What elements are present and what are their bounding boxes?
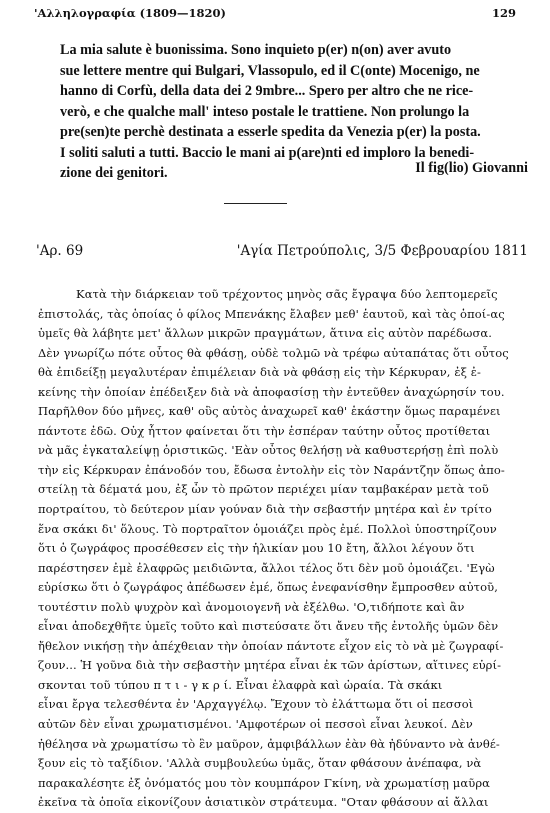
section-divider [224, 203, 287, 204]
text-line: νὰ μᾶς ἐγκαταλείψῃ ὁριστικῶς. 'Εὰν οὗτος θελήσῃ νὰ καθυστερήσῃ ἐπὶ πολὺ [38, 443, 499, 458]
text-line: θὰ ἐπιδείξῃ μεγαλυτέραν ἐπιμέλειαν διὰ νὰ φθάσῃ εἰς τὴν Κέρκυραν, ἐξ ἐ- [38, 365, 482, 380]
letter-dateline: 'Αγία Πετρούπολις, 3/5 Φεβρουαρίου 1811 [236, 243, 528, 259]
text-line: παρακαλέσητε ἐξ ὀνόματός μου τὸν κουμπάρον Γκίνη, νὰ χρωματίσῃ μαῦρα [38, 775, 491, 790]
text-line: Δὲν γνωρίζω πότε οὗτος θὰ φθάσῃ, οὐδὲ τολμῶ νὰ τρέφω αὐταπάτας ὅτι οὗτος [38, 345, 509, 360]
text-line: κείνης τὴν ὁποίαν ἐπέδειξεν διὰ νὰ ἀποφασίσῃ τὴν ἐντεῦθεν ἀναχώρησίν του. [38, 384, 505, 399]
text-line: ἕνα σκάκι δι' ὅλους. Τὸ πορτραῖτον ὁμοιάζει πρὸς ἐμέ. Πολλοὶ ὑποστηρίζουν [38, 521, 497, 536]
text-line: τουτέστιν πολὺ ψυχρὸν καὶ ἀνομοιογενῆ νὰ ἐξέλθω. 'Ο,τιδήποτε καὶ ἂν [38, 599, 465, 614]
text-line: εὑρίσκω ὅτι ὁ ζωγράφος ἀπέδωσεν ἐμέ, ὅπως ἐνεφανίσθην ἔμπροσθεν αὐτοῦ, [38, 580, 499, 595]
text-line: Κατὰ τὴν διάρκειαν τοῦ τρέχοντος μηνὸς σᾶς ἔγραψα δύο λεπτομερεῖς [76, 287, 498, 301]
text-line: zione dei genitori. [60, 165, 168, 181]
text-line: στείλῃ τὰ δέματά μου, ἐξ ὧν τὸ πρῶτον περιέχει μίαν ταμβακέραν μετὰ τοῦ [38, 482, 489, 497]
text-line: ζουν... Ἡ γοῦνα διὰ τὴν σεβαστὴν μητέρα εἶναι ἐκ τῶν ἀρίστων, αἵτινες εὑρί- [38, 658, 502, 673]
text-line: sue lettere mentre qui Bulgari, Vlassopulo, ed il C(onte) Mocenigo, ne [60, 62, 480, 79]
text-line: πορτραίτου, τὸ δεύτερον μίαν γούναν διὰ τὴν σεβαστήν μητέρα καὶ ἐν τρίτο [38, 502, 492, 517]
text-line: αὐτῶν δὲν εἶναι χρωματισμένοι. 'Αμφοτέρων οἱ πεσσοὶ εἶναι λευκοί. Δὲν [38, 717, 473, 732]
text-line: σκονται τοῦ τύπου π τ ι - γ κ ρ ί. Εἶναι ἐλαφρὰ καὶ ὡραία. Τὰ σκάκι [38, 677, 443, 692]
text-line: pre(sen)te perchè destinata a esserle spedita da Venezia p(er) la posta. [60, 124, 481, 140]
text-line: πάντοτε ἐδῶ. Οὐχ ἧττον φαίνεται ὅτι τὴν ἑσπέραν ταύτην οὗτος προτίθεται [38, 423, 491, 438]
text-line: εἶναι ἔργα τελεσθέντα ἐν 'Αρχαγγέλῳ. Ἔχουν τὸ ἐλάττωμα ὅτι οἱ πεσσοὶ [38, 697, 474, 712]
text-line: ὑμεῖς θὰ λάβητε μετ' ἄλλων μικρῶν πραγμάτων, ἅτινα εἰς αὐτὸν παρέδωσα. [38, 326, 493, 341]
text-line: ξουν εἰς τὸ ταξίδιον. 'Αλλὰ συμβουλεύω ὑμᾶς, ὅταν φθάσουν ἀνέπαφα, νὰ [38, 756, 482, 771]
text-line: hanno di Corfù, della data dei 2 9mbre... Spero per altro che ne rice- [60, 83, 474, 99]
signature: Il fig(lio) Giovanni [415, 160, 528, 176]
page-number: 129 [491, 6, 516, 20]
letter-body [38, 285, 524, 813]
text-line: ἐπιστολάς, τὰς ὁποίας ὁ φίλος Μπενάκης ἔλαβεν μεθ' ἑαυτοῦ, καὶ τὰς ὁποί-ας [38, 306, 505, 321]
text-line: τὴν εἰς Κέρκυραν ἐπάνοδόν του, ἔδωσα ἐντολὴν εἰς τὸν Ναράντζην ὅπως ἀπο- [38, 462, 505, 477]
text-line: Παρῆλθον δύο μῆνες, καθ' οὓς αὐτὸς ἀναχωρεῖ καθ' ἑκάστην ὅμως παραμένει [38, 404, 501, 419]
text-line: ὅτι ὁ ζωγράφος προσέθεσεν εἰς τὴν ἡλικίαν μου 10 ἔτη, ἄλλοι λέγουν ὅτι [38, 541, 475, 556]
running-title: 'Αλληλογραφία (1809—1820) [34, 6, 226, 20]
letter-number: 'Αρ. 69 [36, 243, 84, 259]
running-header [34, 6, 516, 22]
text-line: εἶναι ἀποδεχθῆτε ὑμεῖς τοῦτο καὶ πιστεύσατε ὅτι ἄνευ τῆς ἐντολῆς ὑμῶν δὲν [38, 619, 499, 634]
text-line: verò, e che qualche mall' inteso postale le trattiene. Non prolungo la [60, 103, 470, 120]
text-line: ἐκεῖνα τὰ ὁποῖα εἰκονίζουν ἀσιατικὸν στράτευμα. "Οταν φθάσουν αἱ ἄλλαι [38, 795, 489, 810]
text-line: I soliti saluti a tutti. Baccio le mani ai p(are)nti ed imploro la benedi- [60, 144, 475, 161]
text-line: παρέστησεν ἐμὲ ἐλαφρῶς μειδιῶντα, ἄλλοι τέλος ὅτι δὲν μοῦ ὁμοιάζει. 'Εγὼ [38, 560, 495, 575]
text-line: ἠθέλησα νὰ χρωματίσω τὸ ἓν μαῦρον, ἀμφιβάλλων ἐὰν θὰ ἠδύναντο νὰ ἀνθέ- [38, 736, 500, 751]
text-line: La mia salute è buonissima. Sono inquieto p(er) n(on) aver avuto [60, 42, 452, 58]
text-line: ἤθελον νικήσῃ τὴν ἀπέχθειαν τὴν ὁποίαν πάντοτε εἶχον εἰς τὸ νὰ μὲ ζωγραφί- [38, 638, 504, 653]
